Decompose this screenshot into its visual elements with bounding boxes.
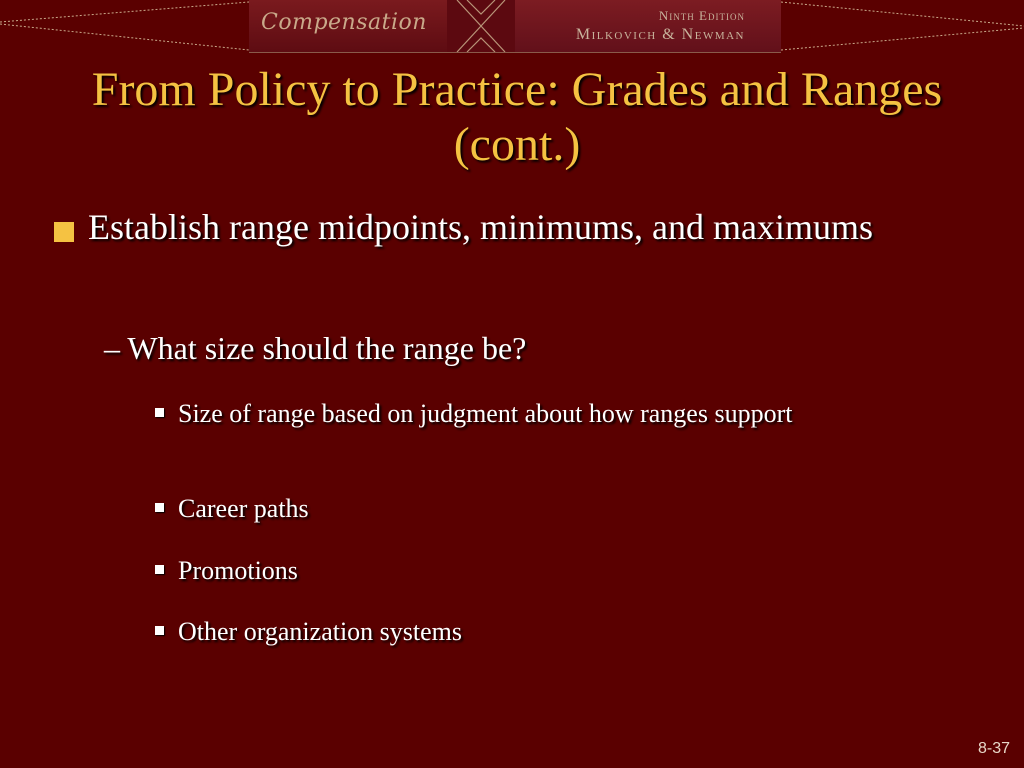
diamond-ornament-icon xyxy=(447,0,515,52)
bullet-level3: Size of range based on judgment about how ranges support xyxy=(178,399,793,428)
edition-label: Ninth Edition xyxy=(658,8,745,23)
bullet-level2: – What size should the range be? xyxy=(104,330,527,366)
bullet-level3: Career paths xyxy=(178,494,309,523)
bullet-level3: Promotions xyxy=(178,556,298,585)
small-square-bullet-icon xyxy=(155,565,164,574)
authors-label: Milkovich & Newman xyxy=(575,26,745,43)
header-banner xyxy=(249,0,781,53)
page-number: 8-37 xyxy=(977,740,1010,757)
diamond-ornament xyxy=(447,0,515,52)
small-square-bullet-icon xyxy=(155,626,164,635)
small-square-bullet-icon xyxy=(155,408,164,417)
slide-title: From Policy to Practice: Grades and Ranges (cont.) xyxy=(91,63,943,171)
bullet-level1: Establish range midpoints, minimums, and maximums xyxy=(88,207,873,247)
square-bullet-icon xyxy=(54,222,74,242)
bullet-level3: Other organization systems xyxy=(178,617,463,646)
edition-panel xyxy=(515,0,781,52)
book-logo: Compensation xyxy=(261,10,427,35)
small-square-bullet-icon xyxy=(155,503,164,512)
logo-panel xyxy=(249,0,447,52)
